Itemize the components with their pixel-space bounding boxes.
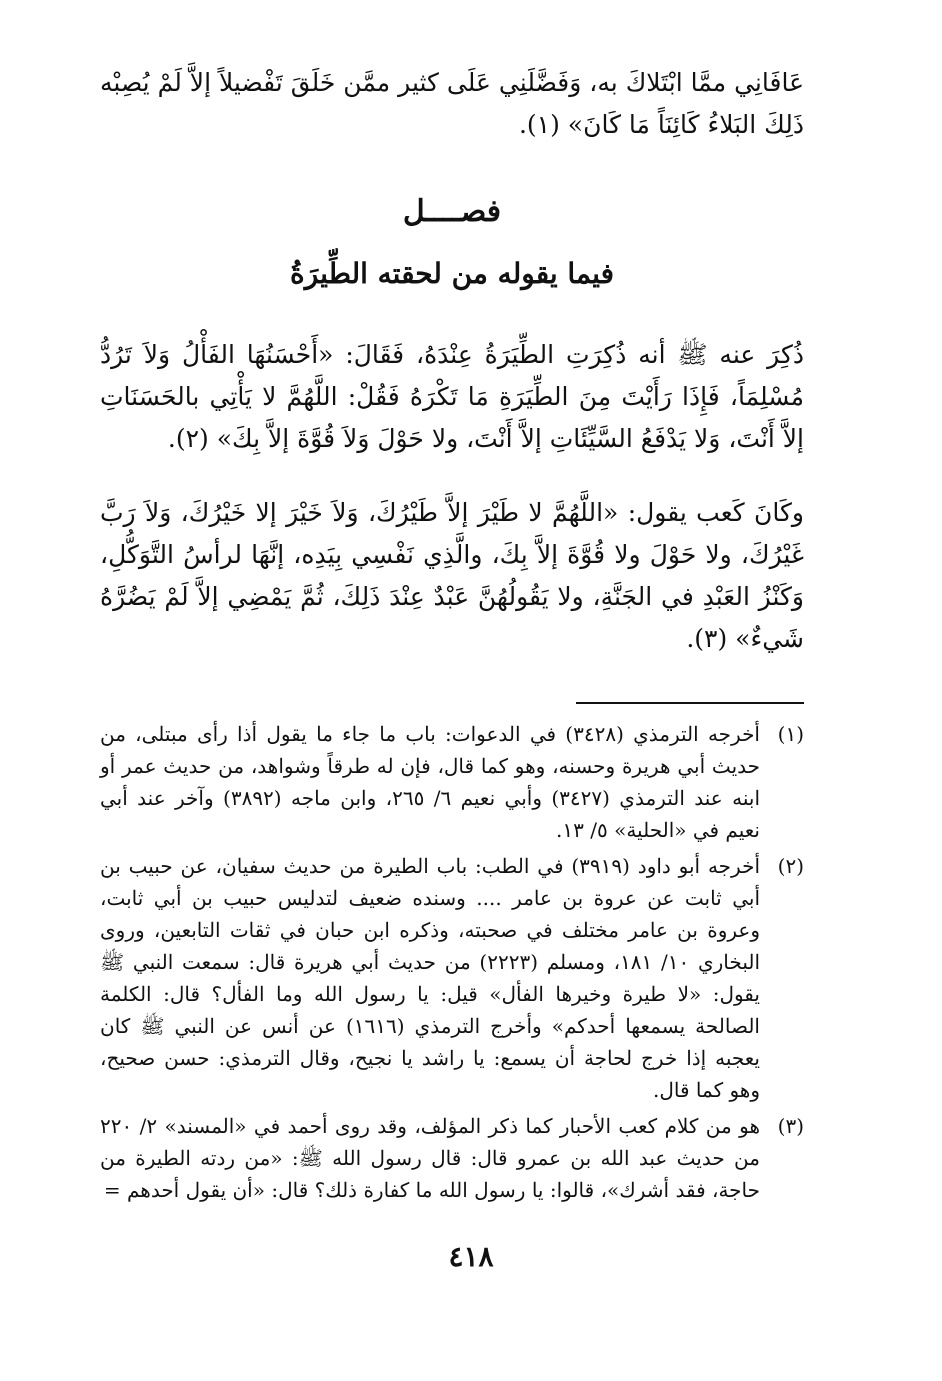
body-paragraph: ذُكِرَ عنه ﷺ أنه ذُكِرَتِ الطِّيَرَةُ عِنْدَهُ، فَقَالَ: «أَحْسَنُهَا الفَأْلُ وَلاَ تَرُدُّ مُسْلِمَاً، فَإِذَا رَأَيْتَ مِنَ الطِّيَرَةِ مَا تَكْرَهُ فَقُلْ: اللَّهُمَّ لا يَأْتِي بالحَسَنَاتِ إلاَّ أَنْتَ، وَلا يَدْفَعُ السَّيِّئَاتِ إلاَّ أَنْتَ، ولا حَوْلَ وَلاَ قُوَّةَ إلاَّ بِكَ» (٢). bbox=[100, 340, 804, 453]
footnote-number: (٣) bbox=[777, 1114, 804, 1138]
footnote bbox=[100, 850, 804, 1106]
page-number: ٤١٨ bbox=[448, 1240, 494, 1273]
section-heading: فصــــل bbox=[402, 194, 502, 229]
footnote-text: هو من كلام كعب الأحبار كما ذكر المؤلف، وقد روى أحمد في «المسند» ٢/ ٢٢٠ من حديث عبد الله بن عمرو قال: قال رسول الله ﷺ: «من ردته الطيرة من حاجة، فقد أشرك»، قالوا: يا رسول الله ما كفارة ذلك؟ قال: «أن يقول أحدهم = bbox=[100, 1114, 760, 1202]
intro-paragraph: عَافَانِي ممَّا ابْتَلاكَ به، وَفَضَّلَنِي عَلَى كثير ممَّن خَلَقَ تَفْضيلاً إلاَّ لَمْ يُصِبْه ذَلِكَ البَلاءُ كَائِنَاً مَا كَانَ» (١). bbox=[100, 68, 804, 139]
footnote bbox=[100, 718, 804, 846]
footnote-text: أخرجه الترمذي (٣٤٢٨) في الدعوات: باب ما جاء ما يقول أذا رأى مبتلى، من حديث أبي هريرة وحسنه، وهو كما قال، فإن له طرقاً وشواهد، من حديث عمر أو ابنه عند الترمذي (٣٤٢٧) وأبي نعيم ٦/ ٢٦٥، وابن ماجه (٣٨٩٢) وآخر عند أبي نعيم في «الحلية» ٥/ ١٣. bbox=[100, 722, 760, 842]
footnote-text: أخرجه أبو داود (٣٩١٩) في الطب: باب الطيرة من حديث سفيان، عن حبيب بن أبي ثابت عن عروة بن عامر .... وسنده ضعيف لتدليس حبيب بن أبي ثابت، وعروة بن عامر مختلف في صحبته، وذكره ابن حبان في ثقات التابعين، وروى البخاري ١٠/ ١٨١، ومسلم (٢٢٢٣) من حديث أبي هريرة قال: سمعت النبي ﷺ يقول: «لا طيرة وخيرها الفأل» قيل: يا رسول الله وما الفأل؟ قال: الكلمة الصالحة يسمعها أحدكم» وأخرج الترمذي (١٦١٦) عن أنس عن النبي ﷺ كان يعجبه إذا خرج لحاجة أن يسمع: يا راشد يا نجيح، وقال الترمذي: حسن صحيح، وهو كما قال. bbox=[100, 854, 761, 1102]
footnote-number: (٢) bbox=[777, 854, 804, 878]
section-title: فيما يقوله من لحقته الطِّيرَةُ bbox=[290, 257, 614, 290]
footnote-separator bbox=[576, 702, 804, 704]
footnote bbox=[100, 1110, 804, 1206]
body-paragraph: وكَانَ كَعب يقول: «اللَّهُمَّ لا طَيْرَ إلاَّ طَيْرُكَ، وَلاَ خَيْرَ إلا خَيْرُكَ، وَلاَ رَبَّ غَيْرُكَ، ولا حَوْلَ ولا قُوَّةَ إلاَّ بِكَ، والَّذِي نَفْسِي بِيَدِه، إنَّهَا لرأسُ التَّوَكُّلِ، وَكَنْزُ العَبْدِ في الجَنَّةِ، ولا يَقُولُهُنَّ عَبْدٌ عِنْدَ ذَلِكَ، ثُمَّ يَمْضِي إلاَّ لَمْ يَضُرَّهُ شَيءٌ» (٣). bbox=[100, 498, 804, 653]
footnote-number: (١) bbox=[777, 722, 804, 746]
